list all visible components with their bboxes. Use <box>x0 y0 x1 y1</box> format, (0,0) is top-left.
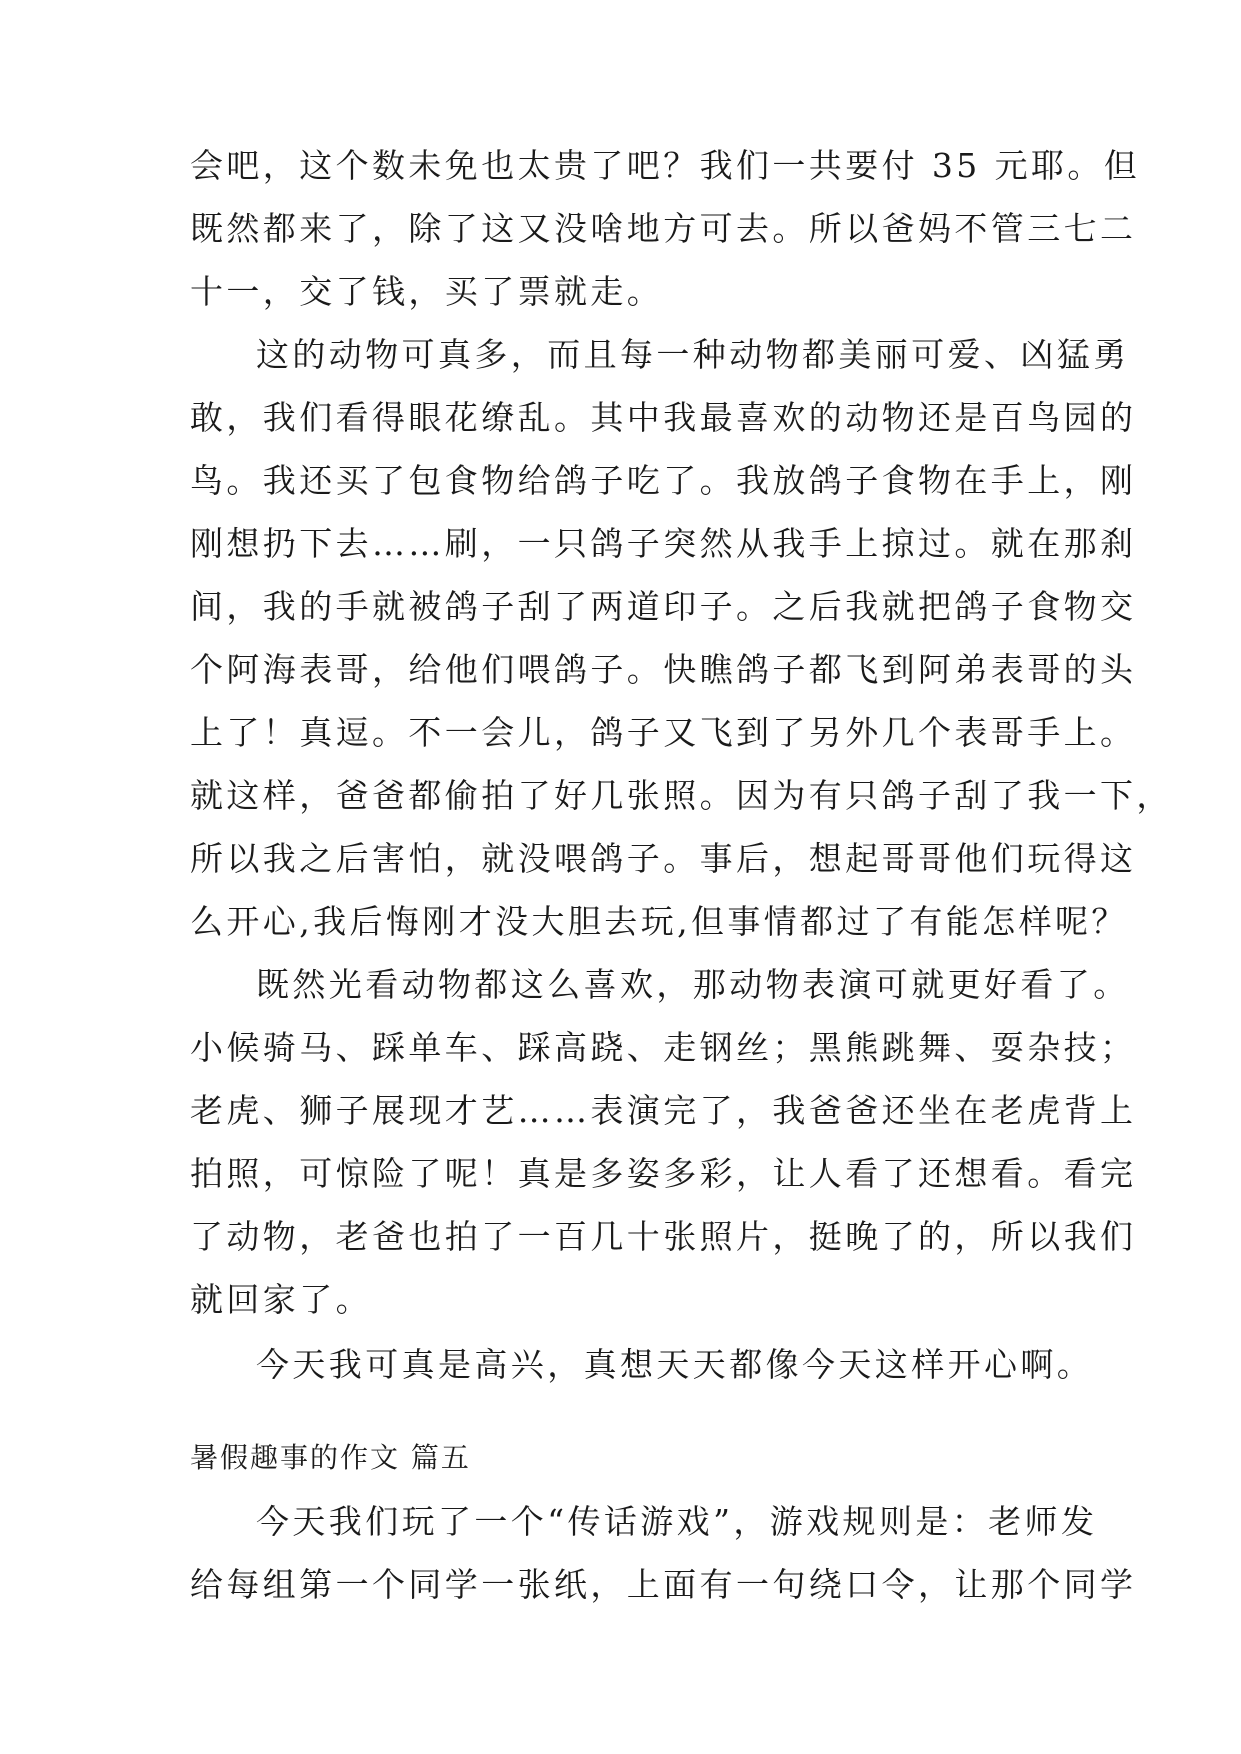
text-line: 么开心,我后悔刚才没大胆去玩,但事情都过了有能怎样呢？ <box>190 902 1128 941</box>
text-line: 会吧，这个数未免也太贵了吧？我们一共要付 35 元耶。但 <box>190 146 1141 185</box>
text-line: 刚想扔下去……刷，一只鸽子突然从我手上掠过。就在那刹 <box>190 524 1137 563</box>
text-line: 拍照，可惊险了呢！真是多姿多彩，让人看了还想看。看完 <box>190 1154 1137 1193</box>
text-line: 所以我之后害怕，就没喂鸽子。事后，想起哥哥他们玩得这 <box>190 839 1137 878</box>
text-line: 个阿海表哥，给他们喂鸽子。快瞧鸽子都飞到阿弟表哥的头 <box>190 650 1137 689</box>
text-line: 既然都来了，除了这又没啥地方可去。所以爸妈不管三七二 <box>190 209 1137 248</box>
text-line: 就这样，爸爸都偷拍了好几张照。因为有只鸽子刮了我一下， <box>190 776 1173 815</box>
text-line: 十一，交了钱，买了票就走。 <box>190 272 664 311</box>
text-line: 上了！真逗。不一会儿，鸽子又飞到了另外几个表哥手上。 <box>190 713 1137 752</box>
text-line: 敢，我们看得眼花缭乱。其中我最喜欢的动物还是百鸟园的 <box>190 398 1137 437</box>
text-line: 小候骑马、踩单车、踩高跷、走钢丝；黑熊跳舞、耍杂技； <box>190 1028 1137 1067</box>
paragraph-start: 既然光看动物都这么喜欢，那动物表演可就更好看了。 <box>256 965 1130 1004</box>
text-line: 了动物，老爸也拍了一百几十张照片，挺晚了的，所以我们 <box>190 1217 1137 1256</box>
section-heading: 暑假趣事的作文 篇五 <box>190 1441 471 1474</box>
text-line: 就回家了。 <box>190 1280 372 1319</box>
paragraph-start: 今天我们玩了一个“传话游戏”，游戏规则是：老师发 <box>256 1502 1098 1541</box>
text-line: 老虎、狮子展现才艺……表演完了，我爸爸还坐在老虎背上 <box>190 1091 1137 1130</box>
text-line: 间，我的手就被鸽子刮了两道印子。之后我就把鸽子食物交 <box>190 587 1137 626</box>
text-line: 鸟。我还买了包食物给鸽子吃了。我放鸽子食物在手上，刚 <box>190 461 1137 500</box>
paragraph-start: 今天我可真是高兴，真想天天都像今天这样开心啊。 <box>256 1345 1094 1384</box>
paragraph-start: 这的动物可真多，而且每一种动物都美丽可爱、凶猛勇 <box>256 335 1130 374</box>
text-line: 给每组第一个同学一张纸，上面有一句绕口令，让那个同学 <box>190 1565 1137 1604</box>
